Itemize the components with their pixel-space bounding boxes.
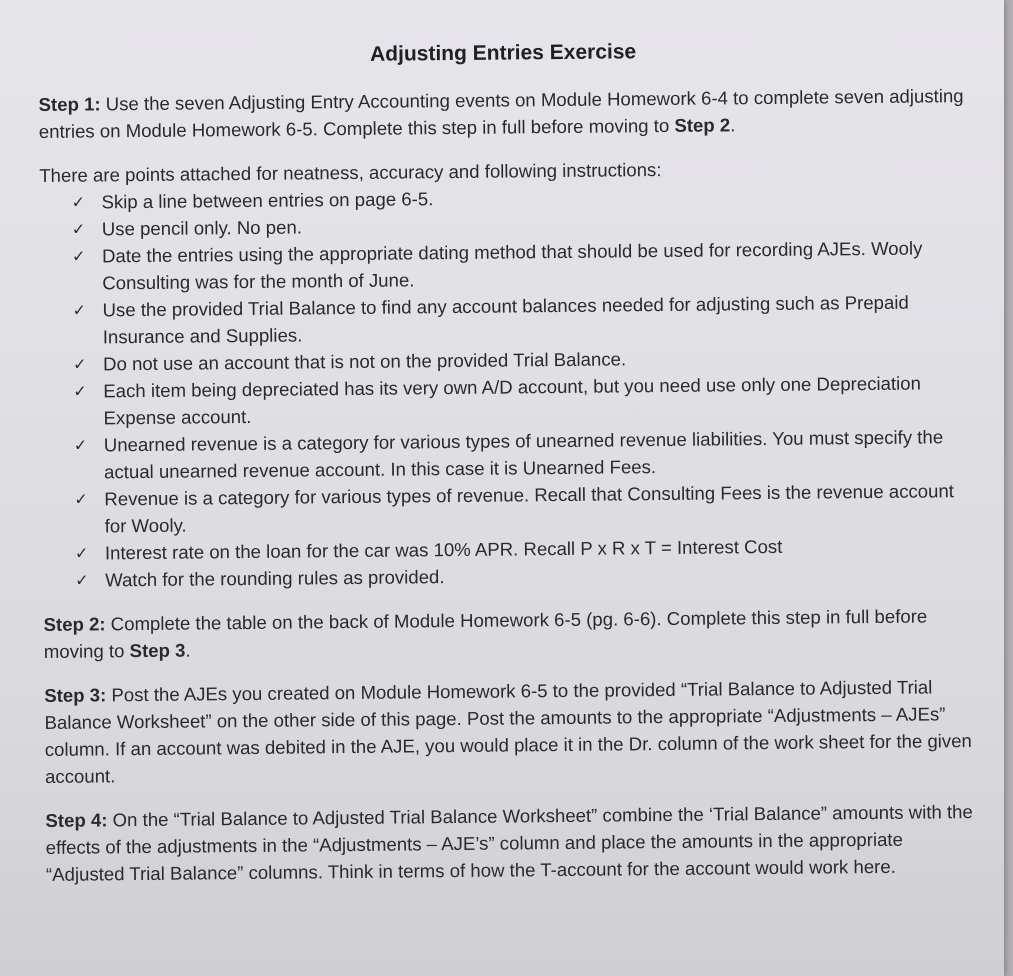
step-2-ref: Step 3 — [129, 639, 186, 662]
step-2-text: Complete the table on the back of Module Homework 6-5 (pg. 6-6). Complete this step in full before moving to — [43, 605, 928, 662]
checklist-item-text: Interest rate on the loan for the car was 10% APR. Recall P x R x T = Interest Cost — [104, 535, 783, 564]
checklist-item-text: Watch for the rounding rules as provided. — [105, 566, 445, 591]
points-intro: There are points attached for neatness, accuracy and following instructions: — [39, 159, 662, 186]
instruction-checklist — [39, 180, 973, 594]
checklist-item — [41, 369, 971, 432]
checkmark-icon: ✓ — [71, 219, 86, 239]
checklist-item-text: Each item being depreciated has its very own A/D account, but you need use only one Depreciation Expense account. — [103, 372, 921, 429]
checklist-item-text: Date the entries using the appropriate dating method that should be used for recording AJEs. Wooly Consulting was for the month of June. — [101, 237, 923, 294]
checklist-item-text: Unearned revenue is a category for various types of unearned revenue liabilities. You must specify the actual unearned revenue account. In this case it is Unearned Fees. — [103, 426, 944, 483]
checkmark-icon: ✓ — [71, 246, 86, 266]
checklist-item-text: Revenue is a category for various types of revenue. Recall that Consulting Fees is the revenue account for Wooly. — [104, 480, 955, 537]
step-1-label: Step 1: — [38, 93, 101, 115]
step-2-paragraph — [43, 602, 973, 665]
checklist-item-text: Do not use an account that is not on the provided Trial Balance. — [102, 348, 627, 375]
checklist-item-text: Skip a line between entries on page 6-5. — [101, 188, 434, 213]
checkmark-icon: ✓ — [74, 543, 89, 563]
step-2-end: . — [185, 639, 191, 661]
checklist-item-text: Use the provided Trial Balance to find any account balances needed for adjusting such as Prepaid Insurance and Supplies. — [102, 291, 909, 348]
checkmark-icon: ✓ — [73, 435, 88, 455]
checklist-item — [40, 234, 970, 297]
step-2-label: Step 2: — [43, 613, 106, 635]
checklist-item-text: Use pencil only. No pen. — [101, 216, 303, 240]
document-title: Adjusting Entries Exercise — [369, 40, 637, 66]
checkmark-icon: ✓ — [72, 300, 87, 320]
step-4-paragraph — [45, 798, 976, 888]
checkmark-icon: ✓ — [72, 354, 87, 374]
checklist-item — [40, 288, 970, 351]
step-1-end: . — [730, 114, 736, 136]
step-4-text: On the “Trial Balance to Adjusted Trial Balance Worksheet” combine the ‘Trial Balance” amounts with the effects of the adjustments in the “Adjustments – AJE’s” column and place the amounts in the appropriate “Adjusted Trial Balance” columns. Think in terms of how the T-account for the account would work here. — [45, 801, 973, 885]
checkmark-icon: ✓ — [74, 489, 88, 509]
document-body — [38, 35, 976, 888]
step-3-paragraph — [44, 673, 975, 790]
step-3-label: Step 3: — [44, 684, 107, 706]
checklist-item — [42, 477, 972, 540]
checkmark-icon: ✓ — [75, 570, 89, 590]
step-3-text: Post the AJEs you created on Module Homework 6-5 to the provided “Trial Balance to Adjusted Trial Balance Worksheet” on the other side of this page. Post the amounts to the appropriate “Adjustments – AJEs” column. If an account was debited in the AJE, you would place it in the Dr. column of the work sheet for the given account. — [44, 676, 972, 787]
step-1-paragraph — [38, 82, 968, 145]
checkmark-icon: ✓ — [71, 192, 86, 212]
checkmark-icon: ✓ — [73, 381, 87, 401]
step-1-text: Use the seven Adjusting Entry Accounting events on Module Homework 6-4 to complete seven adjusting entries on Module Homework 6-5. Complete this step in full before moving to — [38, 85, 964, 142]
step-4-label: Step 4: — [45, 809, 108, 831]
checklist-item — [42, 423, 972, 486]
step-1-ref: Step 2 — [674, 114, 731, 136]
